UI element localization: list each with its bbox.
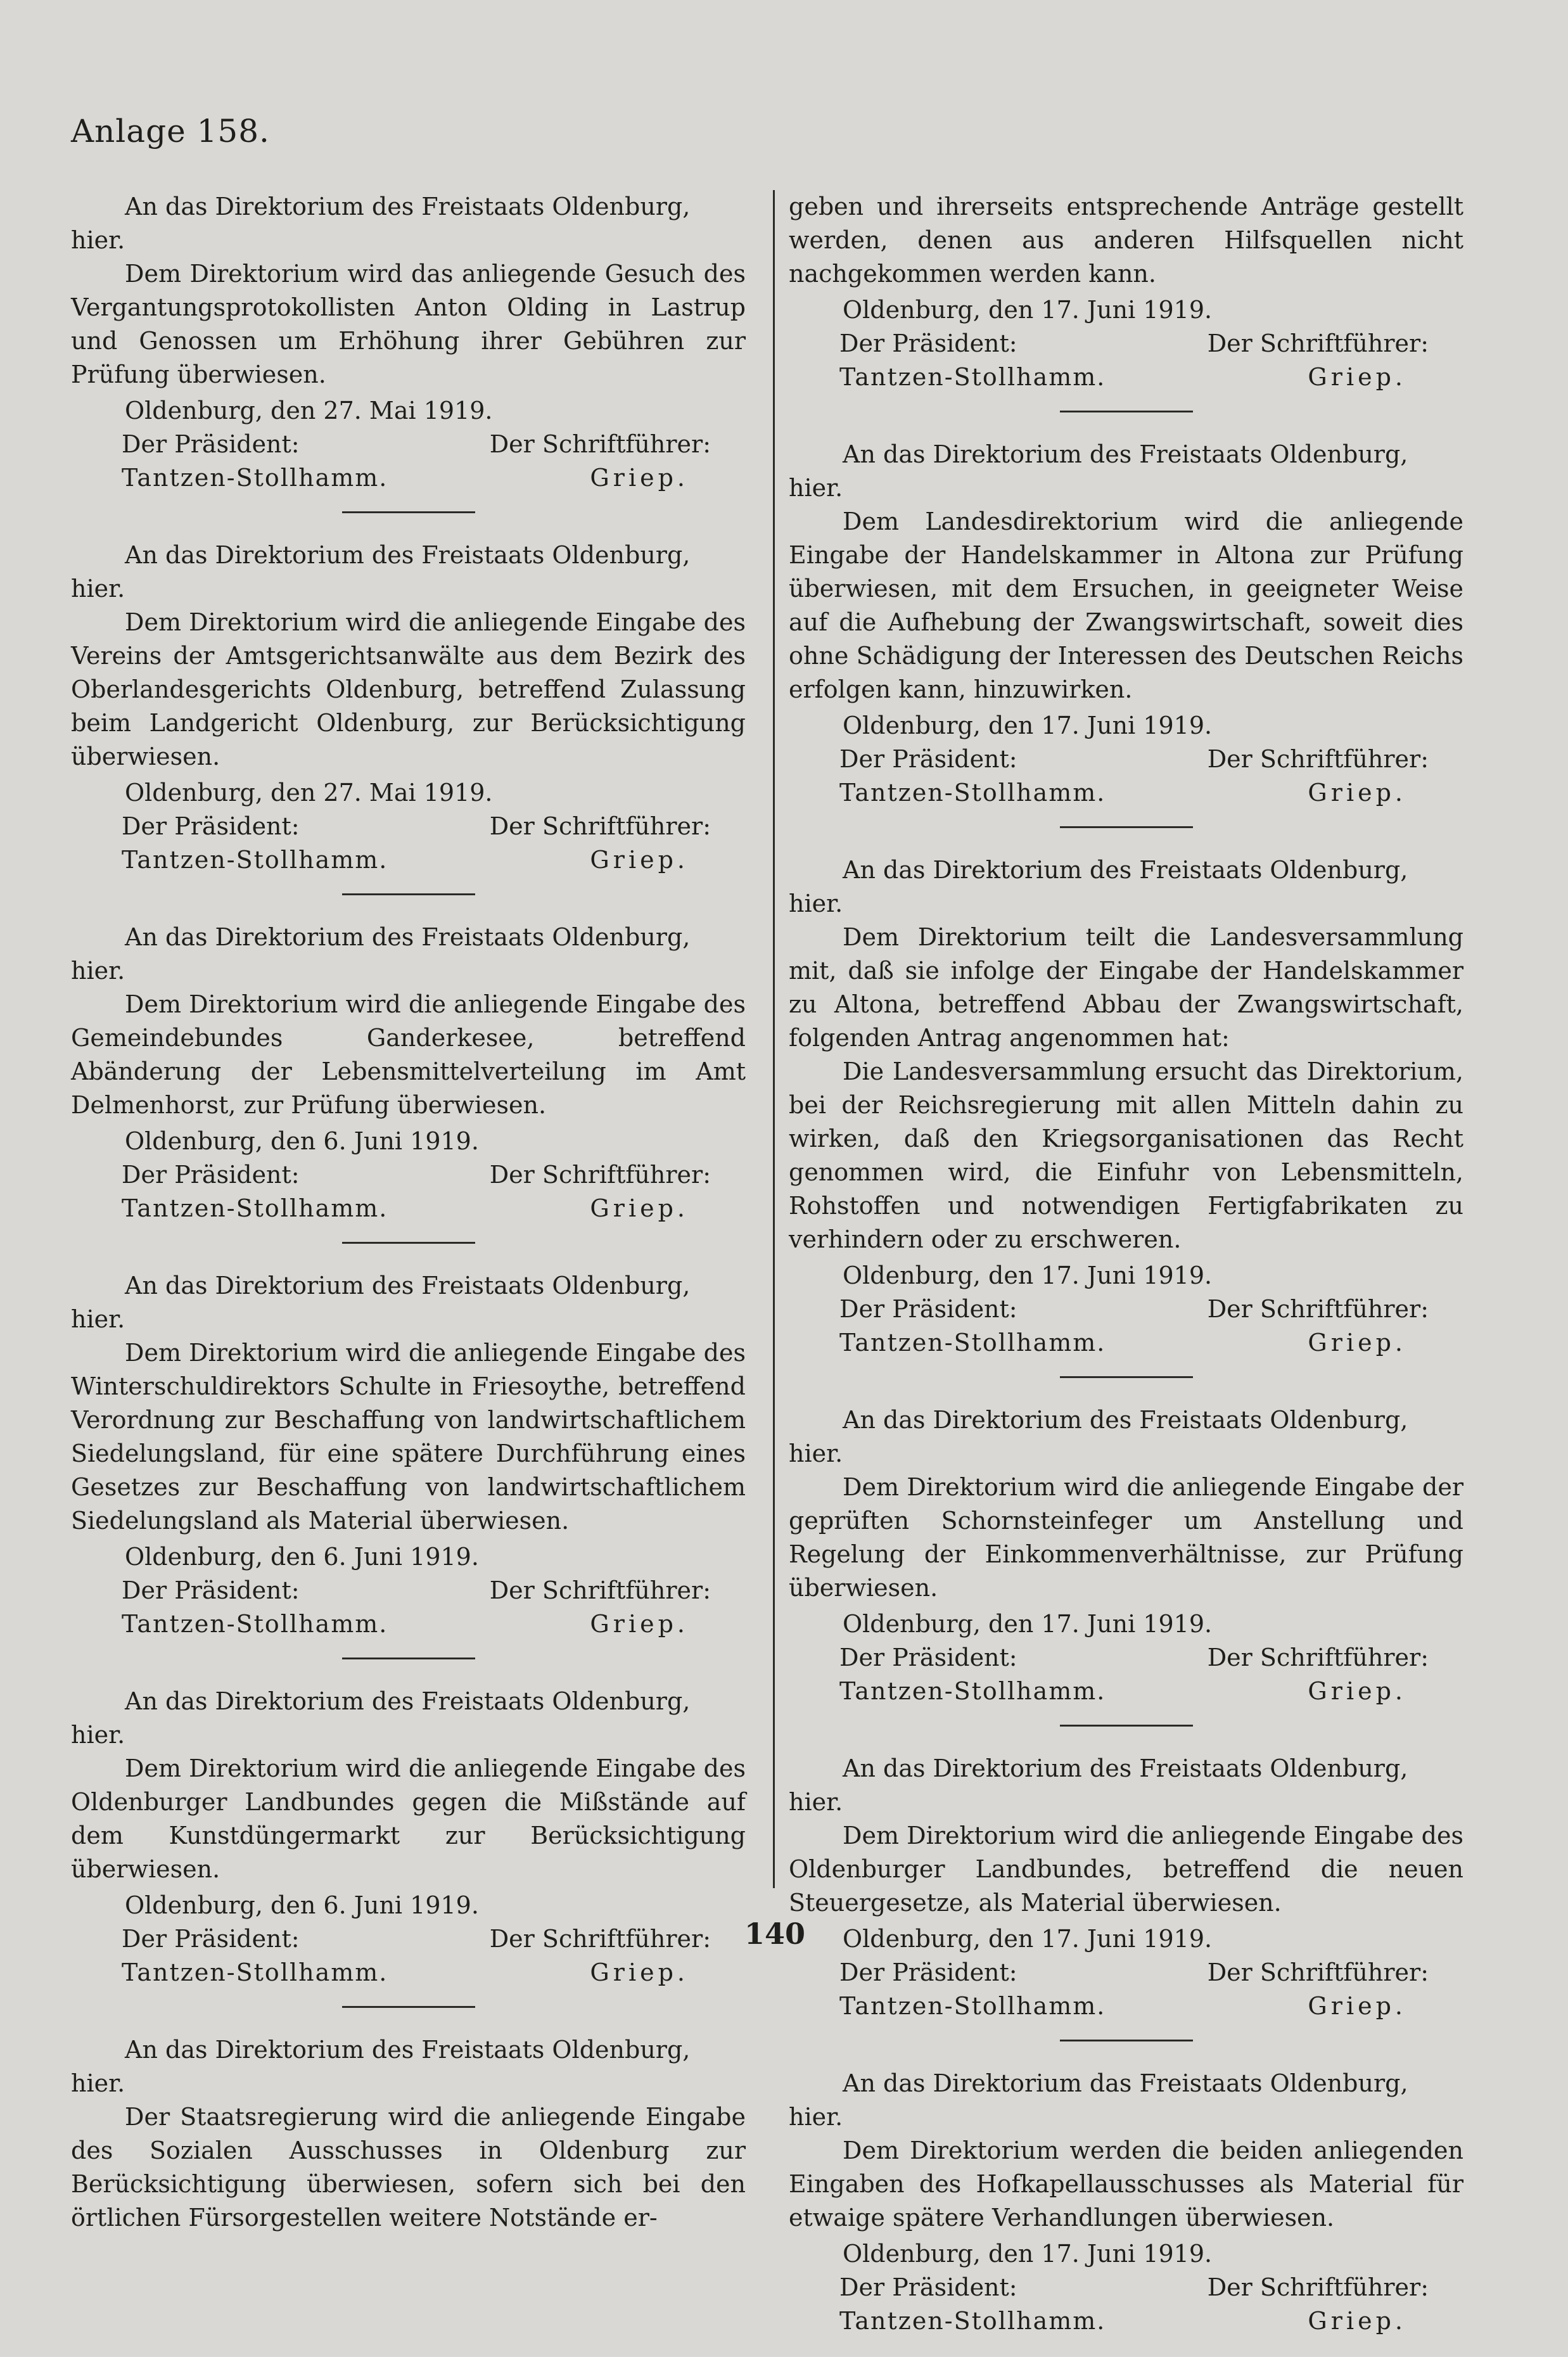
letter-address: An das Direktorium des Freistaats Oldenburg, hier. bbox=[71, 923, 691, 985]
letter-date: Oldenburg, den 17. Juni 1919. bbox=[843, 1262, 1213, 1289]
letter-entry bbox=[789, 1403, 1463, 1727]
president-name: Tantzen-Stollhamm. bbox=[839, 1677, 1106, 1705]
letter-body: Dem Direktorium wird die anliegende Eingabe des Gemeindebundes Ganderkesee, betreffend Abänderung der Lebensmittelverteilung im Amt Delmenhorst, zur Prüfung überwiesen. bbox=[71, 990, 746, 1119]
left-column bbox=[71, 190, 746, 2254]
secretary-name: Griep. bbox=[1308, 1677, 1406, 1705]
signature-titles bbox=[71, 428, 746, 461]
letter-entry bbox=[71, 190, 746, 513]
secretary-title: Der Schriftführer: bbox=[1207, 1644, 1429, 1671]
president-name: Tantzen-Stollhamm. bbox=[122, 464, 388, 492]
right-column bbox=[789, 190, 1463, 2357]
letter-address: An das Direktorium des Freistaats Oldenburg, hier. bbox=[71, 1687, 691, 1749]
secretary-title: Der Schriftführer: bbox=[1207, 1295, 1429, 1323]
secretary-name: Griep. bbox=[590, 846, 689, 874]
president-name: Tantzen-Stollhamm. bbox=[122, 1610, 388, 1638]
president-title: Der Präsident: bbox=[839, 1644, 1017, 1671]
entry-separator bbox=[342, 1242, 475, 1244]
secretary-title: Der Schriftführer: bbox=[489, 1925, 711, 1953]
entry-separator bbox=[1060, 411, 1193, 412]
signature-titles bbox=[71, 1574, 746, 1607]
president-title: Der Präsident: bbox=[122, 1925, 300, 1953]
entry-separator bbox=[1060, 1376, 1193, 1378]
entry-separator bbox=[342, 893, 475, 895]
letter-address: An das Direktorium das Freistaats Oldenburg, hier. bbox=[789, 2069, 1408, 2131]
secretary-name: Griep. bbox=[1308, 363, 1406, 391]
letter-address: An das Direktorium des Freistaats Oldenburg, hier. bbox=[71, 2036, 691, 2097]
letter-entry bbox=[71, 921, 746, 1244]
secretary-name: Griep. bbox=[1308, 2307, 1406, 2335]
letter-address: An das Direktorium des Freistaats Oldenburg, hier. bbox=[71, 1272, 691, 1333]
letter-entry bbox=[71, 539, 746, 895]
president-name: Tantzen-Stollhamm. bbox=[839, 1329, 1106, 1357]
letter-date: Oldenburg, den 17. Juni 1919. bbox=[843, 2240, 1213, 2268]
signature-names bbox=[71, 461, 746, 495]
secretary-title: Der Schriftführer: bbox=[489, 1576, 711, 1604]
secretary-name: Griep. bbox=[1308, 779, 1406, 807]
secretary-title: Der Schriftführer: bbox=[489, 430, 711, 458]
secretary-title: Der Schriftführer: bbox=[1207, 329, 1429, 357]
signature-names bbox=[789, 776, 1463, 810]
letter-continuation bbox=[789, 190, 1463, 412]
letter-body: Dem Direktorium wird die anliegende Eingabe des Oldenburger Landbundes gegen die Mißstände auf dem Kunstdüngermarkt zur Berücksichtigung überwiesen. bbox=[71, 1754, 746, 1883]
secretary-name: Griep. bbox=[590, 1610, 689, 1638]
signature-titles bbox=[71, 810, 746, 843]
entry-separator bbox=[1060, 1725, 1193, 1727]
letter-entry bbox=[789, 2067, 1463, 2338]
signature-titles bbox=[789, 1956, 1463, 1990]
letter-body: Dem Direktorium wird das anliegende Gesuch des Vergantungsprotokollisten Anton Olding in Lastrup und Genossen um Erhöhung ihrer Gebühren zur Prüfung überwiesen. bbox=[71, 260, 746, 388]
signature-names bbox=[71, 1192, 746, 1225]
president-name: Tantzen-Stollhamm. bbox=[122, 846, 388, 874]
letter-address: An das Direktorium des Freistaats Oldenburg, hier. bbox=[789, 440, 1408, 502]
president-title: Der Präsident: bbox=[122, 1576, 300, 1604]
letter-address: An das Direktorium des Freistaats Oldenburg, hier. bbox=[789, 856, 1408, 917]
secretary-name: Griep. bbox=[590, 464, 689, 492]
president-name: Tantzen-Stollhamm. bbox=[839, 779, 1106, 807]
signature-titles bbox=[789, 743, 1463, 776]
president-title: Der Präsident: bbox=[122, 812, 300, 840]
secretary-name: Griep. bbox=[1308, 1329, 1406, 1357]
letter-body: Dem Direktorium wird die anliegende Eingabe der geprüften Schornsteinfeger um Anstellung und Regelung der Einkommenverhältnisse, zur Prüfung überwiesen. bbox=[789, 1473, 1463, 1602]
letter-entry bbox=[789, 1752, 1463, 2041]
letter-date: Oldenburg, den 17. Juni 1919. bbox=[843, 1925, 1213, 1953]
president-name: Tantzen-Stollhamm. bbox=[839, 1992, 1106, 2020]
president-title: Der Präsident: bbox=[122, 430, 300, 458]
president-name: Tantzen-Stollhamm. bbox=[122, 1194, 388, 1222]
signature-names bbox=[71, 1956, 746, 1990]
secretary-name: Griep. bbox=[590, 1958, 689, 1986]
entry-separator bbox=[342, 1658, 475, 1659]
secretary-title: Der Schriftführer: bbox=[489, 812, 711, 840]
signature-titles bbox=[789, 1293, 1463, 1326]
entry-separator bbox=[342, 511, 475, 513]
secretary-title: Der Schriftführer: bbox=[1207, 1958, 1429, 1986]
signature-titles bbox=[789, 327, 1463, 361]
letter-date: Oldenburg, den 6. Juni 1919. bbox=[125, 1127, 479, 1155]
letter-address: An das Direktorium des Freistaats Oldenburg, hier. bbox=[71, 193, 691, 254]
letter-entry bbox=[71, 2033, 746, 2235]
signature-titles bbox=[71, 1158, 746, 1192]
signature-names bbox=[71, 1607, 746, 1641]
letter-date: Oldenburg, den 17. Juni 1919. bbox=[843, 712, 1213, 739]
president-title: Der Präsident: bbox=[839, 1958, 1017, 1986]
signature-names bbox=[789, 361, 1463, 394]
page-number: 140 bbox=[744, 1917, 806, 1951]
signature-titles bbox=[789, 2271, 1463, 2304]
continued-text: geben und ihrerseits entsprechende Anträge gestellt werden, denen aus anderen Hilfsquellen nicht nachgekommen werden kann. bbox=[789, 193, 1463, 288]
president-title: Der Präsident: bbox=[839, 329, 1017, 357]
letter-entry bbox=[789, 438, 1463, 828]
letter-entry bbox=[71, 1269, 746, 1659]
signature-names bbox=[789, 1326, 1463, 1360]
letter-body: Dem Landesdirektorium wird die anliegende Eingabe der Handelskammer in Altona zur Prüfung überwiesen, mit dem Ersuchen, in geeigneter Weise auf die Aufhebung der Zwangswirtschaft, soweit dies ohne Schädigung der Interessen des Deutschen Reichs erfolgen kann, hinzuwirken. bbox=[789, 508, 1463, 703]
secretary-title: Der Schriftführer: bbox=[1207, 2273, 1429, 2301]
letter-date: Oldenburg, den 17. Juni 1919. bbox=[843, 1610, 1213, 1638]
letter-body: Dem Direktorium wird die anliegende Eingabe des Winterschuldirektors Schulte in Friesoythe, betreffend Verordnung zur Beschaffung von landwirtschaftlichem Siedelungsland, für eine spätere Durchführung eines Gesetzes zur Beschaffung von landwirtschaftlichem Siedelungsland als Material überwiesen. bbox=[71, 1339, 746, 1535]
signature-names bbox=[789, 2304, 1463, 2338]
secretary-title: Der Schriftführer: bbox=[489, 1161, 711, 1189]
letter-date: Oldenburg, den 6. Juni 1919. bbox=[125, 1543, 479, 1571]
letter-date: Oldenburg, den 27. Mai 1919. bbox=[125, 397, 493, 425]
president-title: Der Präsident: bbox=[122, 1161, 300, 1189]
president-name: Tantzen-Stollhamm. bbox=[122, 1958, 388, 1986]
letter-address: An das Direktorium des Freistaats Oldenburg, hier. bbox=[71, 541, 691, 603]
secretary-name: Griep. bbox=[1308, 1992, 1406, 2020]
letter-body: Dem Direktorium wird die anliegende Eingabe des Oldenburger Landbundes, betreffend die neuen Steuergesetze, als Material überwiesen. bbox=[789, 1822, 1463, 1917]
entry-separator bbox=[1060, 2040, 1193, 2041]
president-name: Tantzen-Stollhamm. bbox=[839, 2307, 1106, 2335]
column-divider bbox=[773, 190, 775, 1888]
letter-entry bbox=[789, 853, 1463, 1378]
president-title: Der Präsident: bbox=[839, 1295, 1017, 1323]
letter-body: Dem Direktorium teilt die Landesversammlung mit, daß sie infolge der Eingabe der Handelskammer zu Altona, betreffend Abbau der Zwangswirtschaft, folgenden Antrag angenommen hat: bbox=[789, 923, 1463, 1052]
entry-separator bbox=[342, 2006, 475, 2008]
letter-date: Oldenburg, den 6. Juni 1919. bbox=[125, 1891, 479, 1919]
letter-body: Der Staatsregierung wird die anliegende Eingabe des Sozialen Ausschusses in Oldenburg zur Berücksichtigung überwiesen, sofern sich bei den örtlichen Fürsorgestellen weitere Notstände er- bbox=[71, 2103, 746, 2232]
letter-entry bbox=[71, 1685, 746, 2008]
letter-date: Oldenburg, den 27. Mai 1919. bbox=[125, 779, 493, 807]
signature-names bbox=[71, 843, 746, 877]
president-title: Der Präsident: bbox=[839, 2273, 1017, 2301]
president-title: Der Präsident: bbox=[839, 745, 1017, 773]
entry-separator bbox=[1060, 826, 1193, 828]
signature-titles bbox=[789, 1641, 1463, 1675]
secretary-name: Griep. bbox=[590, 1194, 689, 1222]
signature-names bbox=[789, 1675, 1463, 1708]
appendix-header: Anlage 158. bbox=[71, 113, 270, 150]
signature-titles bbox=[71, 1922, 746, 1956]
letter-address: An das Direktorium des Freistaats Oldenburg, hier. bbox=[789, 1406, 1408, 1467]
letter-body: Dem Direktorium werden die beiden anliegenden Eingaben des Hofkapellausschusses als Material für etwaige spätere Verhandlungen überwiesen. bbox=[789, 2137, 1463, 2232]
letter-address: An das Direktorium des Freistaats Oldenburg, hier. bbox=[789, 1754, 1408, 1816]
secretary-title: Der Schriftführer: bbox=[1207, 745, 1429, 773]
resolution-quote: Die Landesversammlung ersucht das Direktorium, bei der Reichsregierung mit allen Mitteln dahin zu wirken, daß den Kriegsorganisationen das Recht genommen wird, die Einfuhr von Lebensmitteln, Rohstoffen und notwendigen Fertigfabrikaten zu verhindern oder zu erschweren. bbox=[789, 1057, 1463, 1253]
president-name: Tantzen-Stollhamm. bbox=[839, 363, 1106, 391]
letter-date: Oldenburg, den 17. Juni 1919. bbox=[843, 296, 1213, 324]
letter-body: Dem Direktorium wird die anliegende Eingabe des Vereins der Amtsgerichtsanwälte aus dem Bezirk des Oberlandesgerichts Oldenburg, betreffend Zulassung beim Landgericht Oldenburg, zur Berücksichtigung überwiesen. bbox=[71, 608, 746, 770]
signature-names bbox=[789, 1990, 1463, 2023]
